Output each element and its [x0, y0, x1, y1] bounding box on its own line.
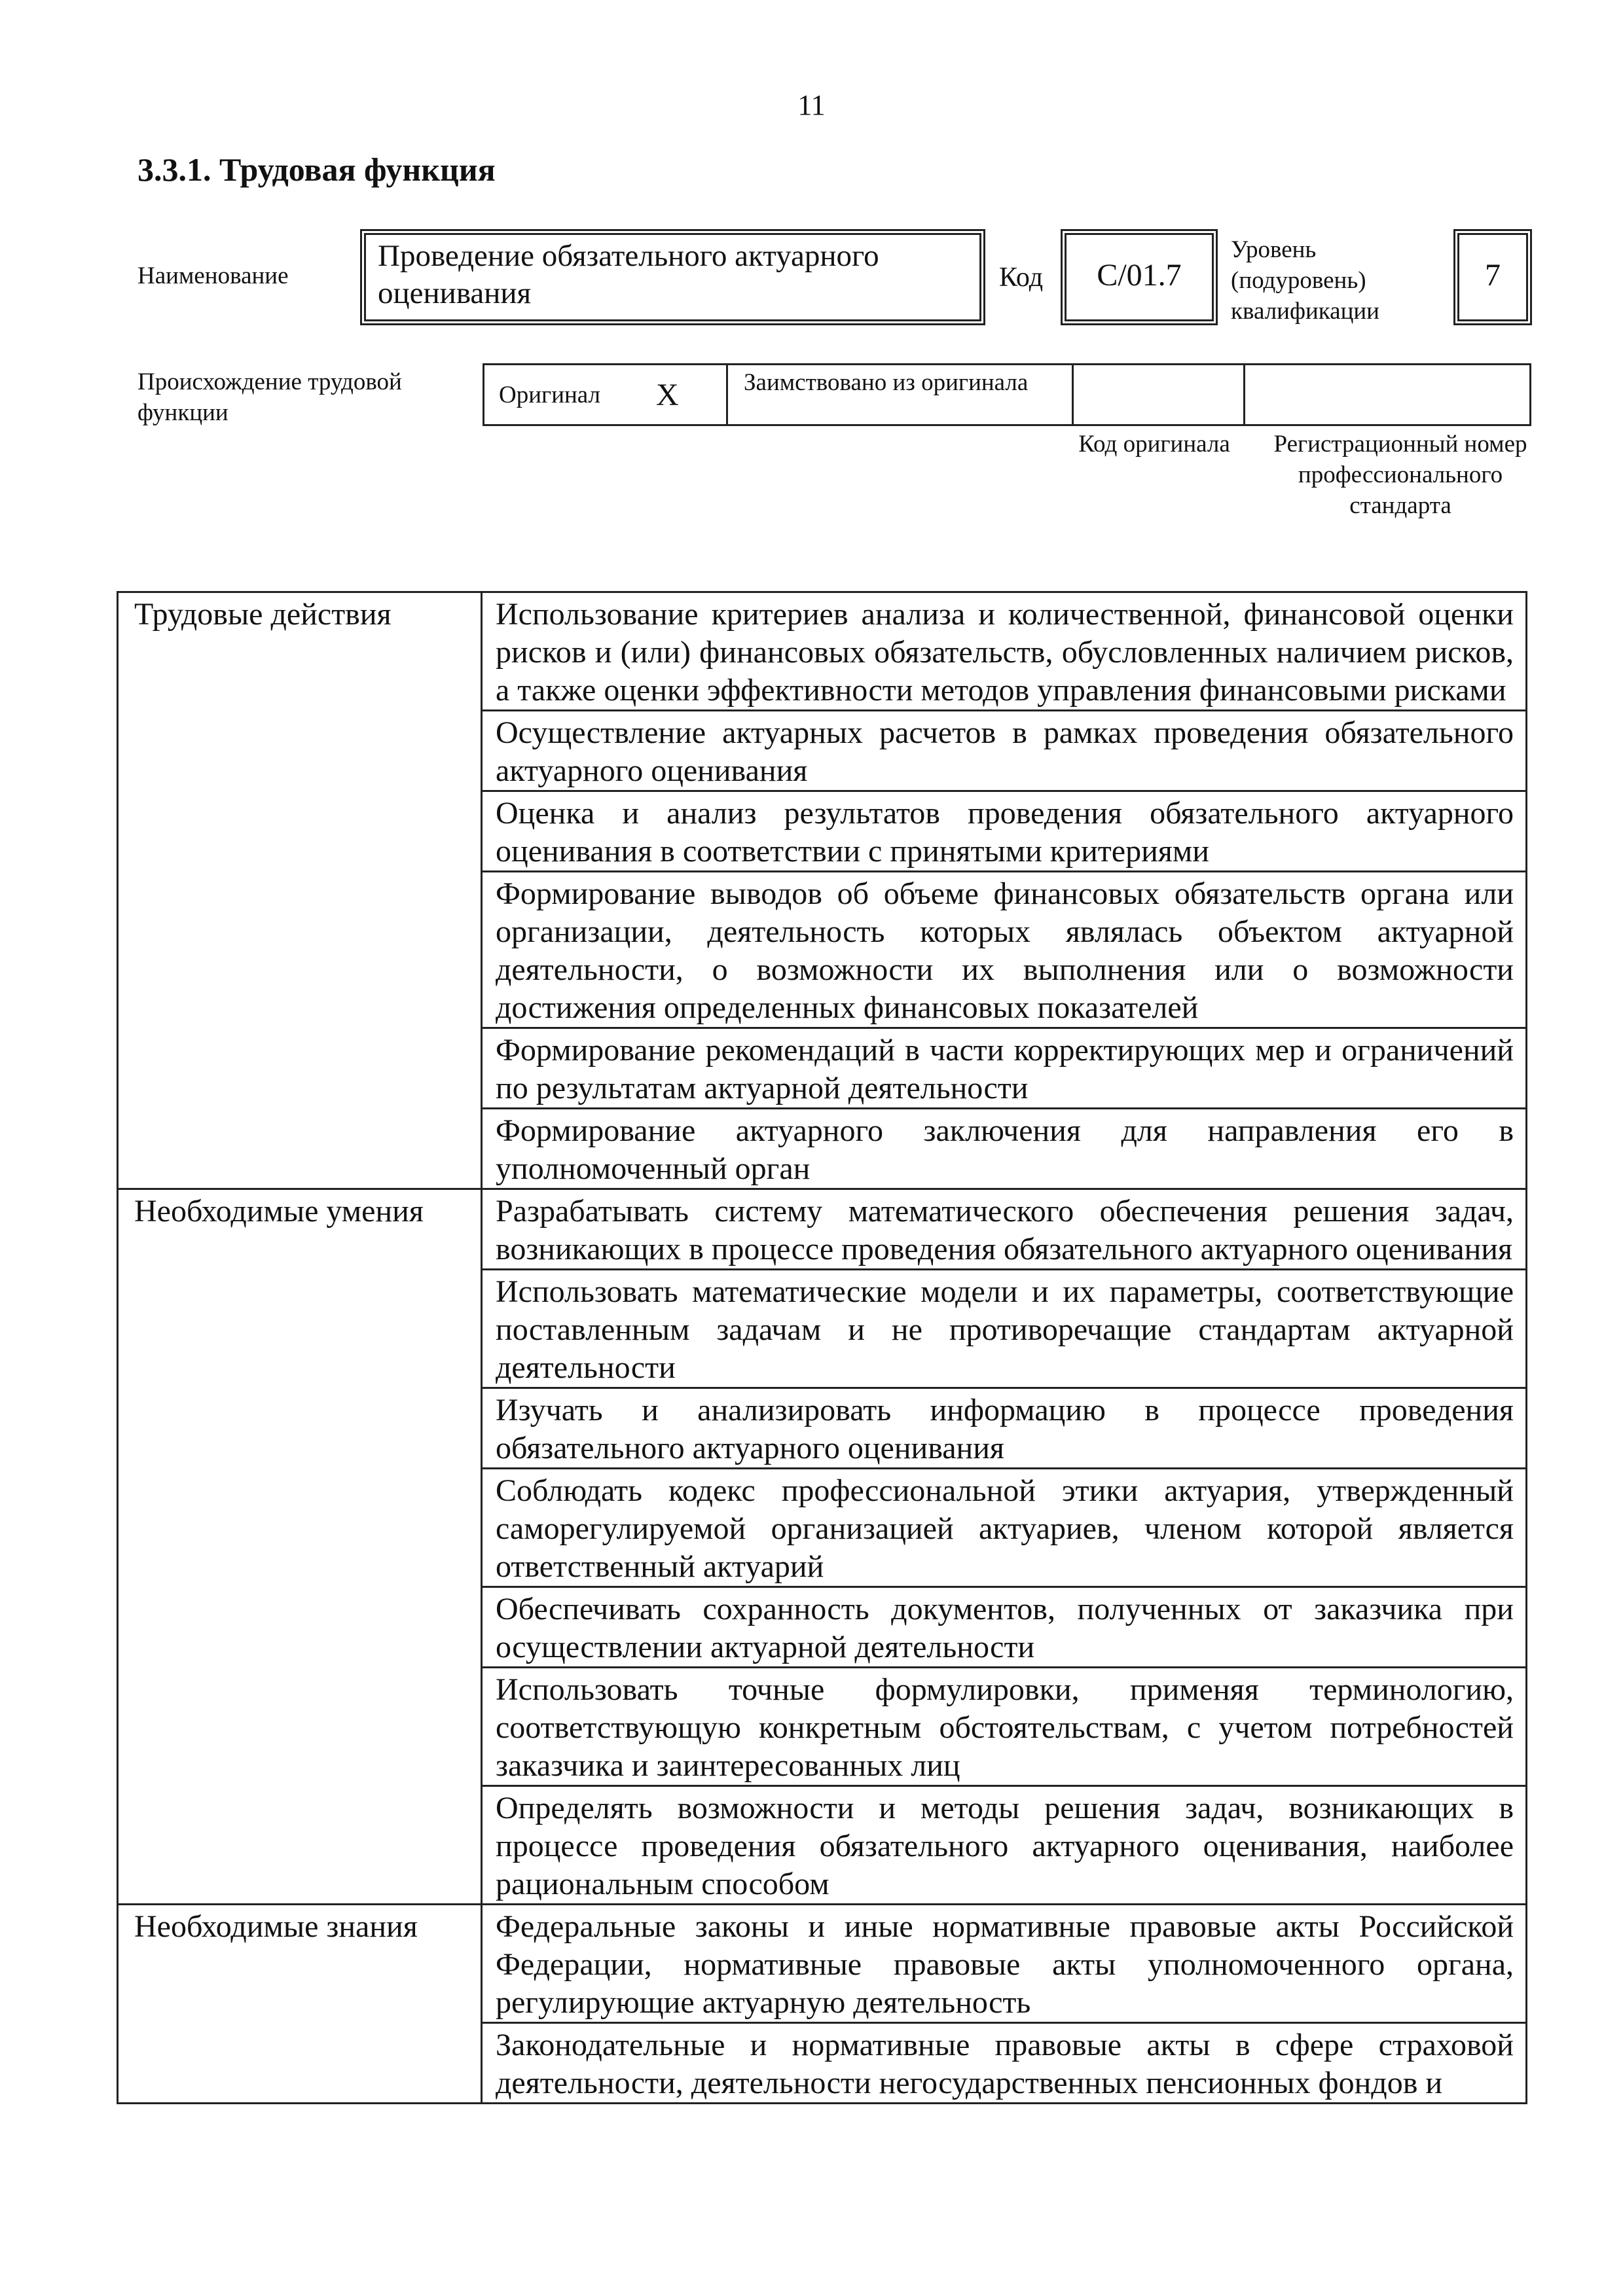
- table-cell: Использовать математические модели и их параметры, соответствующие поставленным задачам и не противоречащие стандартам актуарной деятельности: [482, 1270, 1527, 1388]
- original-code-cell: [1074, 365, 1245, 424]
- table-cell: Осуществление актуарных расчетов в рамках проведения обязательного актуарного оценивания: [482, 711, 1527, 791]
- origin-table: [483, 363, 1531, 426]
- borrowed-label: Заимствовано из оригинала: [744, 369, 1029, 396]
- code-value: С/01.7: [1097, 258, 1182, 293]
- level-value: 7: [1485, 258, 1501, 293]
- section-title: 3.3.1. Трудовая функция: [137, 151, 496, 188]
- table-cell: Соблюдать кодекс профессиональной этики актуария, утвержденный саморегулируемой организацией актуариев, членом которой является ответственный актуарий: [482, 1469, 1527, 1587]
- table-cell: Использовать точные формулировки, применяя терминологию, соответствующую конкретным обстоятельствам, с учетом потребностей заказчика и заинтересованных лиц: [482, 1668, 1527, 1786]
- level-label: Уровень (подуровень) квалификации: [1231, 236, 1379, 325]
- name-field: [360, 229, 985, 325]
- name-label: Наименование: [137, 262, 289, 289]
- reg-number-caption: Регистрационный номер профессионального стандарта: [1273, 431, 1527, 519]
- section-title-skills: Необходимые умения: [118, 1189, 482, 1905]
- page-number: 11: [797, 89, 826, 121]
- function-table: [117, 591, 1527, 2104]
- table-cell: Оценка и анализ результатов проведения обязательного актуарного оценивания в соответствии с принятыми критериями: [482, 791, 1527, 872]
- table-cell: Обеспечивать сохранность документов, полученных от заказчика при осуществлении актуарной деятельности: [482, 1587, 1527, 1668]
- table-cell: Разрабатывать систему математического обеспечения решения задач, возникающих в процессе проведения обязательного актуарного оценивания: [482, 1189, 1527, 1270]
- original-label: Оригинал: [499, 382, 601, 408]
- name-value: Проведение обязательного актуарного оценивания: [378, 239, 879, 310]
- borrowed-cell: [728, 365, 1074, 424]
- table-cell: Законодательные и нормативные правовые акты в сфере страховой деятельности, деятельности негосударственных пенсионных фондов и: [482, 2023, 1527, 2104]
- section-title-knowledge: Необходимые знания: [118, 1905, 482, 2104]
- table-cell: Использование критериев анализа и количественной, финансовой оценки рисков и (или) финансовых обязательств, обусловленных наличием рисков, а также оценки эффективности методов управления финансовыми рисками: [482, 592, 1527, 711]
- table-row: [118, 1905, 1527, 2023]
- table-cell: Формирование выводов об объеме финансовых обязательств органа или организации, деятельность которых являлась объектом актуарной деятельности, о возможности их выполнения или о возможности достижения определенных финансовых показателей: [482, 872, 1527, 1028]
- code-label: Код: [999, 262, 1044, 293]
- table-cell: Формирование актуарного заключения для направления его в уполномоченный орган: [482, 1109, 1527, 1189]
- original-code-caption: Код оригинала: [1078, 431, 1230, 457]
- section-title-actions: Трудовые действия: [118, 592, 482, 1189]
- origin-label: Происхождение трудовой функции: [137, 368, 402, 426]
- table-cell: Изучать и анализировать информацию в процессе проведения обязательного актуарного оценивания: [482, 1388, 1527, 1469]
- original-cell: [484, 365, 728, 424]
- code-field: [1061, 229, 1218, 325]
- table-row: [118, 592, 1527, 711]
- table-cell: Федеральные законы и иные нормативные правовые акты Российской Федерации, нормативные правовые акты уполномоченного органа, регулирующие актуарную деятельность: [482, 1905, 1527, 2023]
- table-cell: Формирование рекомендаций в части корректирующих мер и ограничений по результатам актуарной деятельности: [482, 1028, 1527, 1109]
- table-row: [118, 1189, 1527, 1270]
- original-mark: X: [656, 378, 679, 412]
- table-cell: Определять возможности и методы решения задач, возникающих в процессе проведения обязательного актуарного оценивания, наиболее рациональным способом: [482, 1786, 1527, 1905]
- reg-number-cell: [1245, 365, 1529, 424]
- level-field: [1453, 229, 1532, 325]
